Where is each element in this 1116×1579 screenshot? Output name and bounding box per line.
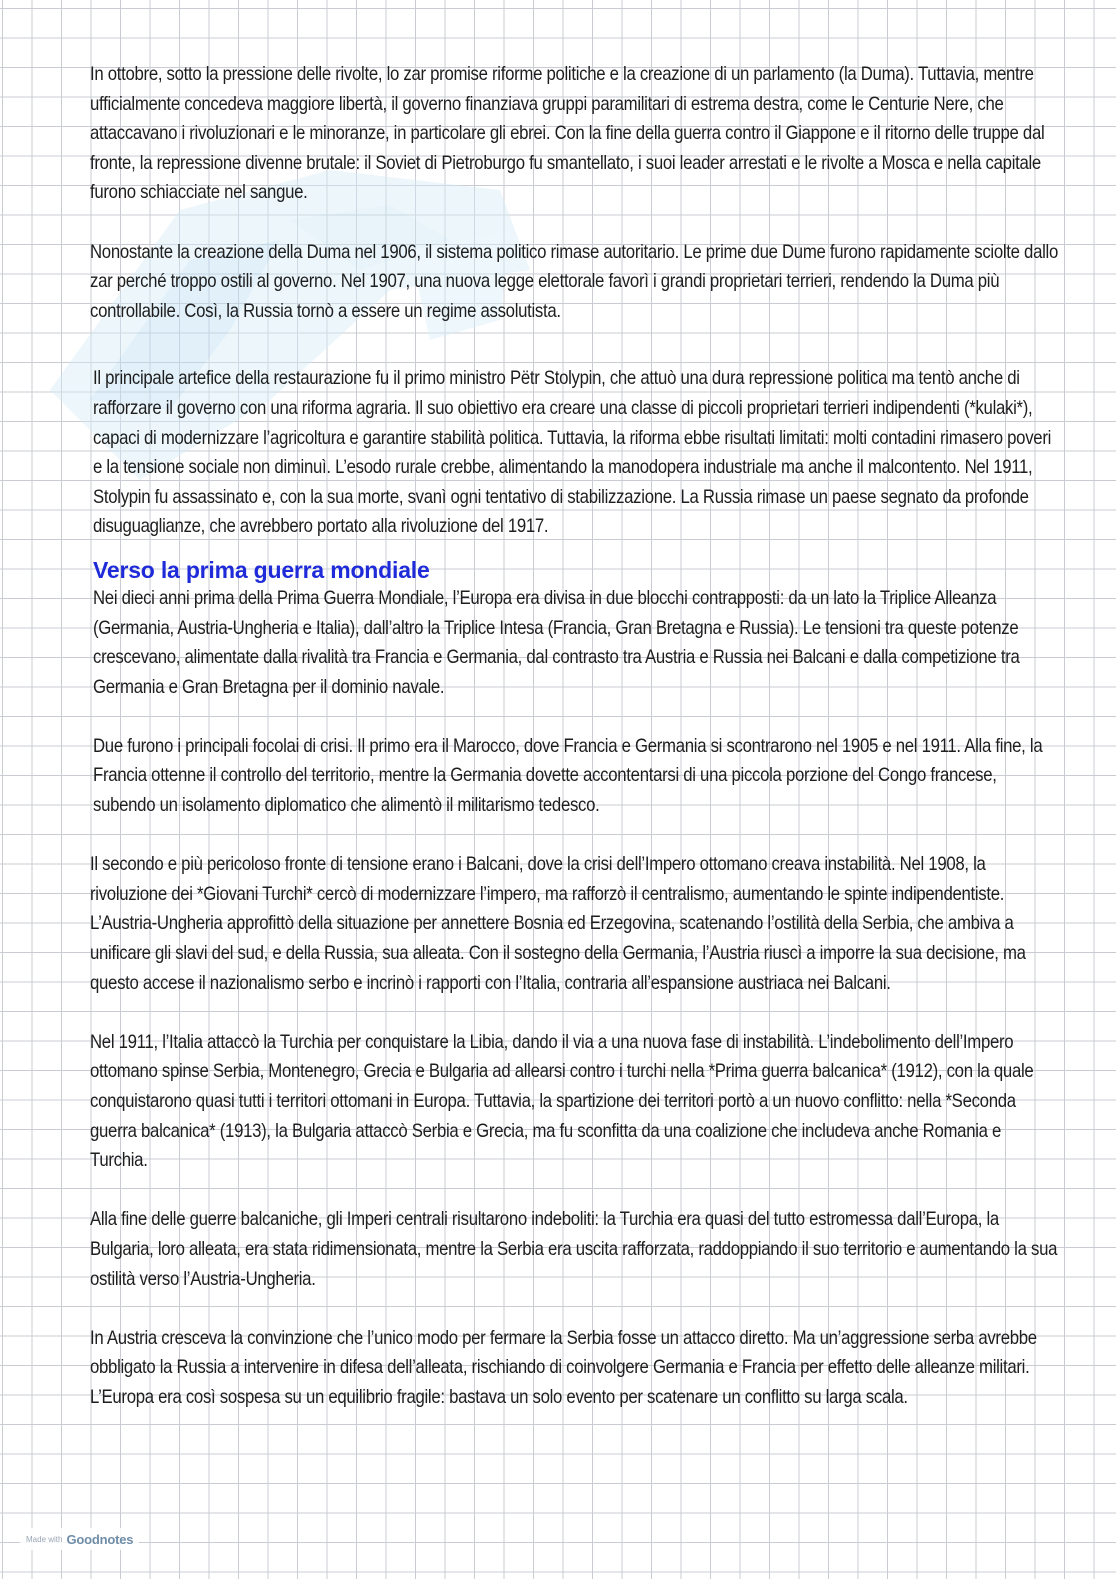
paragraph-stolypin: Il principale artefice della restaurazione fu il primo ministro Pëtr Stolypin, che attuò una dura repressione politica ma tentò anche di rafforzare il governo con una riforma agraria. Il suo obiettivo era creare una classe di piccoli proprietari terrieri indipendenti (*kulaki*), capaci di modernizzare l’agricoltura e garantire stabilità politica. Tuttavia, la riforma ebbe risultati limitati: molti contadini rimasero poveri e la tensione sociale non diminuì. L’esodo rurale crebbe, alimentando la manodopera industriale ma anche il malcontento. Nel 1911, Stolypin fu assassinato e, con la sua morte, svanì ogni tentativo di stabilizzazione. La Russia rimase un paese segnato da profonde disuguaglianze, che avrebbero portato alla rivoluzione del 1917. bbox=[93, 367, 1052, 538]
section-heading: Verso la prima guerra mondiale bbox=[93, 556, 430, 583]
goodnotes-brand: Goodnotes bbox=[66, 1531, 134, 1547]
document-page bbox=[90, 60, 1060, 1413]
made-with-goodnotes-badge bbox=[20, 1528, 139, 1550]
paragraph-balcani: Il secondo e più pericoloso fronte di tensione erano i Balcani, dove la crisi dell’Impero ottomano creava instabilità. Nel 1908, la rivoluzione dei *Giovani Turchi* cercò di modernizzare l’impero, ma rafforzò il centralismo, aumentando le spinte indipendentiste. L’Austria-Ungheria approfittò della situazione per annettere Bosnia ed Erzegovina, scatenando l’ostilità della Serbia, che ambiva a unificare gli slavi del sud, e della Russia, sua alleata. Con il sostegno della Germania, l’Austria riuscì a imporre la sua decisione, ma questo accese il nazionalismo serbo e incrinò i rapporti con l’Italia, contraria all’espansione austriaca nei Balcani. bbox=[90, 853, 1026, 994]
paragraph-libia: Nel 1911, l’Italia attaccò la Turchia per conquistare la Libia, dando il via a una nuova fase di instabilità. L’indebolimento dell’Impero ottomano spinse Serbia, Montenegro, Grecia e Bulgaria ad allearsi contro i turchi nella *Prima guerra balcanica* (1912), con la quale conquistarono quasi tutti i territori ottomani in Europa. Tuttavia, la spartizione dei territori portò a un nuovo conflitto: nella *Seconda guerra balcanica* (1913), la Bulgaria attaccò Serbia e Grecia, ma fu sconfitta da una coalizione che includeva anche Romania e Turchia. bbox=[90, 1030, 1034, 1172]
paragraph-fine-guerre-balcaniche: Alla fine delle guerre balcaniche, gli Imperi centrali risultarono indeboliti: la Turchia era quasi del tutto estromessa dall’Europa, la Bulgaria, loro alleata, era stata ridimensionata, mentre la Serbia era uscita rafforzata, raddoppiando il suo territorio e aumentando la sua ostilità verso l’Austria-Ungheria. bbox=[90, 1208, 1058, 1290]
made-with-label: Made with bbox=[26, 1534, 63, 1544]
paragraph-two-blocs: Nei dieci anni prima della Prima Guerra Mondiale, l’Europa era divisa in due blocchi contrapposti: da un lato la Triplice Alleanza (Germania, Austria-Ungheria e Italia), dall’altro la Triplice Intesa (Francia, Gran Bretagna e Russia). Le tensioni tra queste potenze crescevano, alimentate dalla rivalità tra Francia e Germania, dal contrasto tra Austria e Russia nei Balcani e dalla competizione tra Germania e Gran Bretagna per il dominio navale. bbox=[93, 586, 1020, 698]
paragraph-austria-serbia: In Austria cresceva la convinzione che l’unico modo per fermare la Serbia fosse un attacco diretto. Ma un’aggressione serba avrebbe obbligato la Russia a intervenire in difesa dell’alleata, rischiando di coinvolgere Germania e Francia per effetto delle alleanze militari. L’Europa era così sospesa su un equilibrio fragile: bastava un solo evento per scatenare un conflitto su larga scala. bbox=[90, 1326, 1037, 1408]
paragraph-duma-1906: Nonostante la creazione della Duma nel 1906, il sistema politico rimase autoritario. Le prime due Dume furono rapidamente sciolte dallo zar perché troppo ostili al governo. Nel 1907, una nuova legge elettorale favorì i grandi proprietari terrieri, rendendo la Duma più controllabile. Così, la Russia tornò a essere un regime assolutista. bbox=[90, 240, 1058, 322]
paragraph-duma-october: In ottobre, sotto la pressione delle rivolte, lo zar promise riforme politiche e la creazione di un parlamento (la Duma). Tuttavia, mentre ufficialmente concedeva maggiore libertà, il governo finanziava gruppi paramilitari di estrema destra, come le Centurie Nere, che attaccavano i rivoluzionari e le minoranze, in particolare gli ebrei. Con la fine della guerra contro il Giappone e il ritorno delle truppe dal fronte, la repressione divenne brutale: il Soviet di Pietroburgo fu smantellato, i suoi leader arrestati e le rivolte a Mosca e nella capitale furono schiacciate nel sangue. bbox=[90, 63, 1045, 204]
paragraph-marocco: Due furono i principali focolai di crisi. Il primo era il Marocco, dove Francia e Germania si scontrarono nel 1905 e nel 1911. Alla fine, la Francia ottenne il controllo del territorio, mentre la Germania dovette accontentarsi di una piccola porzione del Congo francese, subendo un isolamento diplomatico che alimentò il militarismo tedesco. bbox=[93, 734, 1043, 817]
